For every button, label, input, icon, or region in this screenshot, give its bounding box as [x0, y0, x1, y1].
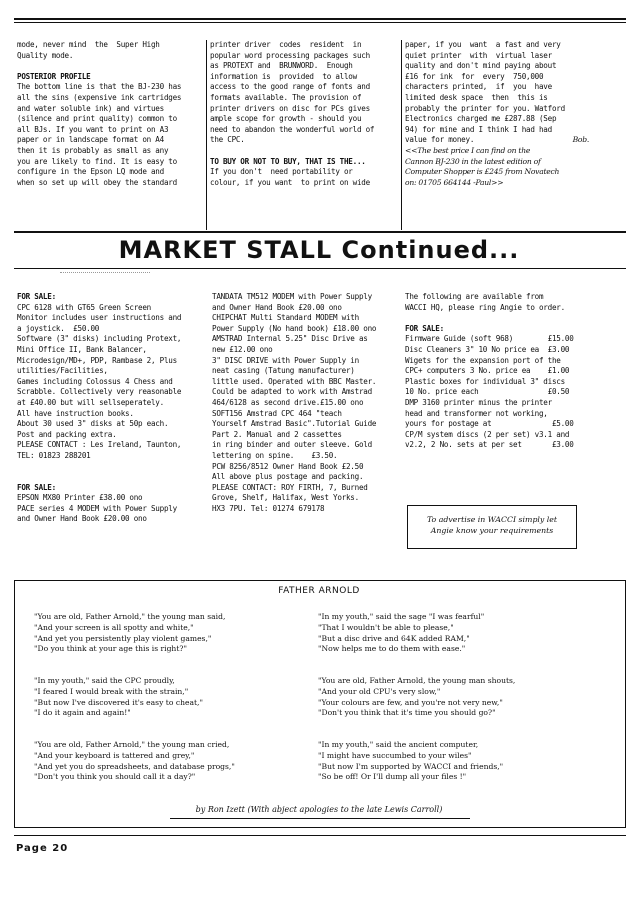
text-line: yours for postage at £5.00 — [405, 419, 574, 429]
text-line: 10 No. price each £0.50 — [405, 387, 570, 397]
text-line: Scrabble. Collectively very reasonable — [17, 387, 182, 397]
text-line: at £40.00 but will sellseperately. — [17, 397, 164, 407]
text-line: PACE series 4 MODEM with Power Supply — [17, 503, 177, 513]
text-line: Electronics charged me £287.88 (Sep — [405, 114, 557, 124]
poem-line: "Now helps me to do them with ease." — [318, 644, 466, 654]
text-line: in ring binder and outer sleeve. Gold — [212, 440, 372, 450]
advertise-line: Angie know your requirements — [430, 526, 554, 535]
text-line: paper, if you want a fast and very — [405, 40, 561, 49]
poem-line: "You are old, Father Arnold," the young man said, — [34, 612, 226, 621]
text-line: limited desk space then this is — [405, 92, 548, 102]
text-line: Post and packing extra. — [17, 429, 117, 439]
text-line — [405, 313, 583, 324]
text-line: Cannon BJ-230 in the latest edition of — [405, 156, 541, 166]
text-line: paper or in landscape format on A4 — [17, 135, 164, 145]
text-line: and water soluble ink) and virtues — [17, 103, 164, 113]
text-line — [17, 61, 205, 72]
text-line: v2.2, 2 No. sets at per set £3.00 — [405, 440, 574, 450]
text-line: DMP 3160 printer minus the printer — [405, 397, 552, 407]
poem-stanza — [318, 612, 484, 655]
text-line: a joystick. £50.00 — [17, 323, 100, 333]
text-line: neat casing (Tatung manufacturer) — [212, 366, 355, 376]
poem-line: "But now I've discovered it's easy to cheat," — [34, 697, 203, 707]
text-line: HX3 7PU. Tel: 01274 679178 — [212, 503, 325, 513]
article-column-1 — [17, 40, 205, 188]
poem-stanza — [34, 740, 235, 783]
text-line: Computer Shopper is £245 from Novatech — [405, 167, 560, 177]
poem-line: "And your old CPU's very slow," — [318, 686, 441, 696]
text-line: Disc Cleaners 3" 10 No price ea £3.00 — [405, 344, 570, 354]
text-line: the CPC. — [210, 135, 245, 145]
poem-line: "So be off! Or I'll dump all your files !" — [318, 772, 467, 782]
text-line: If you don't need portability or — [210, 167, 353, 177]
poem-byline: by Ron Izett (With abject apologies to the late Lewis Carroll) — [195, 805, 443, 814]
text-line: SOFT156 Amstrad CPC 464 "teach — [212, 408, 342, 418]
text-line: Software (3" disks) including Protext, — [17, 334, 182, 344]
article-column-2 — [210, 40, 398, 188]
text-line: Could be adapted to work with Amstrad — [212, 387, 372, 397]
text-line: FOR SALE: — [17, 482, 56, 492]
text-line: information is provided to allow — [210, 71, 357, 81]
text-line: printer drivers on disc for PCs gives — [210, 103, 370, 113]
text-line: head and transformer not working, — [405, 408, 548, 418]
top-rule — [14, 18, 626, 20]
text-line — [17, 472, 207, 483]
scan-smudge — [60, 272, 150, 273]
poem-stanza — [34, 612, 225, 655]
text-line: value for money. — [405, 135, 475, 145]
text-line: Power Supply (No hand book) £18.00 ono — [212, 323, 377, 333]
text-line: Mini Office II, Bank Balancer, — [17, 344, 147, 354]
text-line: CPC 6128 with GT65 Green Screen — [17, 302, 151, 312]
text-line: on: 01705 664144 -Paul>> — [405, 177, 504, 187]
text-line: ample scope for growth - should you — [210, 114, 362, 124]
poem-stanza — [34, 676, 203, 719]
text-line: lettering on spine. £3.50. — [212, 450, 338, 460]
text-line: little used. Operated with BBC Master. — [212, 376, 377, 386]
poem-stanza — [318, 740, 503, 783]
poem-line: "And yet you do spreadsheets, and database progs," — [34, 761, 235, 771]
text-line: <<The best price I can find on the — [405, 145, 531, 155]
text-line: characters printed, if you have — [405, 82, 552, 92]
text-line: Part 2. Manual and 2 cassettes — [212, 429, 342, 439]
text-line: TO BUY OR NOT TO BUY, THAT IS THE... — [210, 156, 366, 166]
poem-line: "You are old, Father Arnold," the young man cried, — [34, 740, 230, 749]
text-line: utilities/Facilities, — [17, 366, 108, 376]
text-line: probably the printer for you. Watford — [405, 103, 565, 113]
text-line: All above plus postage and packing. — [212, 472, 364, 482]
text-line: AMSTRAD Internal 5.25" Disc Drive as — [212, 334, 368, 344]
text-line: as PROTEXT and BRUNWORD. Enough — [210, 61, 353, 71]
text-line: PCW 8256/8512 Owner Hand Book £2.50 — [212, 461, 364, 471]
advertise-notice — [407, 505, 577, 549]
poem-line: "But now I'm supported by WACCI and friends," — [318, 761, 504, 771]
byline-underline — [170, 818, 470, 819]
poem-line: "I feared I would break with the strain," — [34, 686, 189, 696]
poem-line: "But a disc drive and 64K added RAM," — [318, 633, 470, 643]
text-line: CPC+ computers 3 No. price ea £1.00 — [405, 366, 570, 376]
text-line: formats available. The provision of — [210, 92, 362, 102]
poem-line: "Your colours are few, and you're not very new," — [318, 697, 503, 707]
text-line: Microdesign/MD+, PDP, Rambase 2, Plus — [17, 355, 177, 365]
column-divider — [206, 40, 207, 230]
text-line: (silence and print quality) common to — [17, 114, 177, 124]
poem-line: "Don't you think you should call it a day?" — [34, 772, 196, 782]
poem-line: "In my youth," said the sage "I was fearful" — [318, 612, 485, 621]
poem-line: "Don't you think that it's time you should go?" — [318, 708, 496, 718]
text-line: all the sins (expensive ink cartridges — [17, 92, 182, 102]
market-column-3 — [405, 292, 583, 451]
text-line: FOR SALE: — [405, 323, 444, 333]
poem-line: "In my youth," said the ancient computer, — [318, 740, 479, 749]
text-line: quiet printer with virtual laser — [405, 50, 552, 60]
text-line: need to abandon the wonderful world of — [210, 124, 375, 134]
text-line: Monitor includes user instructions and — [17, 313, 182, 323]
poem-line: "That I wouldn't be able to please," — [318, 622, 454, 632]
text-line: All have instruction books. — [17, 408, 134, 418]
text-line: 3" DISC DRIVE with Power Supply in — [212, 355, 359, 365]
text-line: when so set up will obey the standard — [17, 177, 177, 187]
page-number: Page 20 — [16, 843, 69, 854]
text-line: and Owner Hand Book £20.00 ono — [212, 302, 342, 312]
text-line: quality and don't mind paying about — [405, 61, 557, 71]
poem-line: "I might have succumbed to your wiles" — [318, 750, 472, 760]
text-line: EPSON MX80 Printer £38.00 ono — [17, 493, 143, 503]
text-line: 464/6128 as second drive.£15.00 ono — [212, 397, 364, 407]
text-line: Quality mode. — [17, 50, 74, 60]
text-line: Yourself Amstrad Basic".Tutorial Guide — [212, 419, 377, 429]
text-line: CHIPCHAT Multi Standard MODEM with — [212, 313, 359, 323]
text-line: About 30 used 3" disks at 50p each. — [17, 419, 169, 429]
text-line: CP/M system discs (2 per set) v3.1 and — [405, 429, 570, 439]
text-line: 94) for mine and I think I had had — [405, 124, 552, 134]
poem-line: "And yet you persistently play violent games," — [34, 633, 212, 643]
banner-rule-top — [14, 231, 626, 233]
footer-rule — [14, 835, 626, 836]
text-line: configure in the Epson LQ mode and — [17, 167, 164, 177]
text-line: new £12.00 ono — [212, 344, 273, 354]
column-divider — [401, 40, 402, 230]
text-line: and Owner Hand Book £20.00 ono — [17, 514, 147, 524]
text-line: access to the good range of fonts and — [210, 82, 370, 92]
article-column-3 — [405, 40, 593, 188]
text-line: Plastic boxes for individual 3" discs — [405, 376, 565, 386]
top-rule-thin — [14, 22, 626, 23]
text-line: FOR SALE: — [17, 292, 56, 301]
text-line: colour, if you want to print on wide — [210, 177, 370, 187]
text-line: The bottom line is that the BJ-230 has — [17, 82, 182, 92]
poem-line: "I do it again and again!" — [34, 708, 131, 718]
text-line: you are likely to find. It is easy to — [17, 156, 177, 166]
poem-title: FATHER ARNOLD — [278, 586, 360, 596]
text-line — [210, 146, 398, 157]
poem-stanza — [318, 676, 515, 719]
market-column-2 — [212, 292, 402, 514]
poem-line: "Do you think at your age this is right?" — [34, 644, 187, 654]
text-line: mode, never mind the Super High — [17, 40, 160, 49]
advertise-line: To advertise in WACCI simply let — [426, 515, 558, 524]
text-line: £16 for ink for every 750,000 — [405, 71, 544, 81]
text-line: The following are available from — [405, 292, 544, 301]
text-line: all BJs. If you want to print on A3 — [17, 124, 169, 134]
section-banner: MARKET STALL Continued... — [118, 236, 520, 264]
text-line: then it is probably as small as any — [17, 145, 169, 155]
text-line: POSTERIOR PROFILE — [17, 71, 91, 81]
text-line: PLEASE CONTACT : Les Ireland, Taunton, — [17, 440, 182, 450]
banner-rule-bottom — [14, 268, 626, 269]
text-line: Firmware Guide (soft 968) £15.00 — [405, 334, 574, 344]
text-line: TEL: 01823 288201 — [17, 450, 91, 460]
poem-line: "In my youth," said the CPC proudly, — [34, 676, 175, 685]
text-line: popular word processing packages such — [210, 50, 370, 60]
text-line — [17, 462, 207, 473]
author-signoff: Bob. — [572, 135, 589, 145]
text-line: Games including Colossus 4 Chess and — [17, 376, 173, 386]
text-line: Wigets for the expansion port of the — [405, 355, 561, 365]
text-line: Grove, Shelf, Halifax, West Yorks. — [212, 493, 359, 503]
text-line: WACCI HQ, please ring Angie to order. — [405, 302, 565, 312]
poem-line: "You are old, Father Arnold, the young man shouts, — [318, 676, 516, 685]
text-line: printer driver codes resident in — [210, 40, 362, 49]
market-column-1 — [17, 292, 207, 525]
text-line: PLEASE CONTACT: ROY FIRTH, 7, Burned — [212, 482, 368, 492]
poem-line: "And your keyboard is tattered and grey," — [34, 750, 195, 760]
text-line: TANDATA TM512 MODEM with Power Supply — [212, 292, 372, 301]
poem-line: "And your screen is all spotty and white," — [34, 622, 194, 632]
